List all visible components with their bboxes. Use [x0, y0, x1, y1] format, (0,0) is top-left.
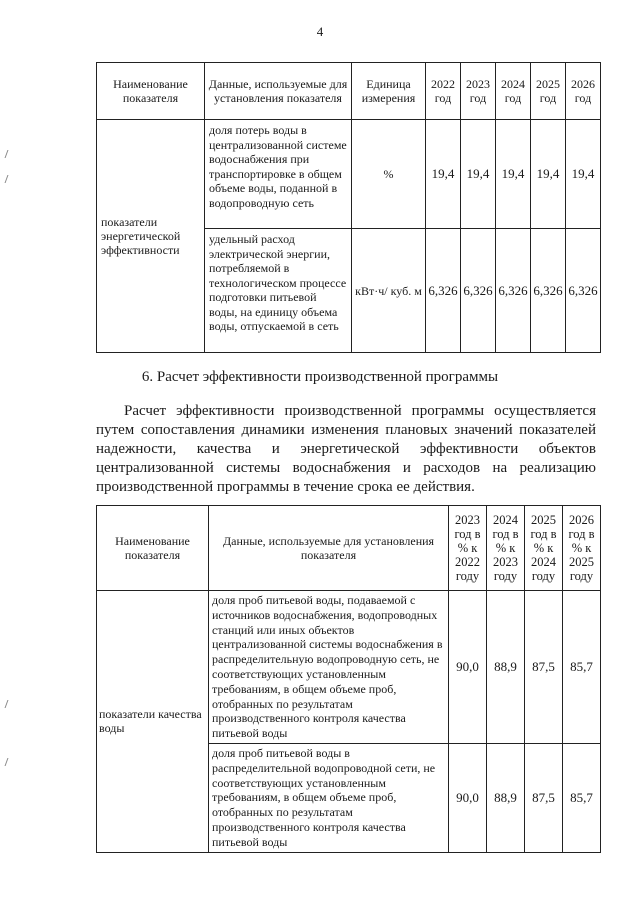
value-cell: 90,0	[449, 591, 487, 744]
margin-mark	[5, 175, 13, 183]
value-cell: 19,4	[496, 120, 531, 229]
margin-mark	[5, 758, 13, 766]
header-year: 2022 год	[426, 63, 461, 120]
header-indicator-name: Наименование показателя	[97, 506, 209, 591]
header-year-ratio: 2023 год в % к 2022 году	[449, 506, 487, 591]
table-header-row	[97, 63, 601, 120]
header-data-used: Данные, используемые для установления показателя	[205, 63, 352, 120]
body-paragraph: Расчет эффективности производственной программы осуществляется путем сопоставления динамики изменения плановых значений показателей надежности, качества и энергетической эффективности объектов централизованной системы водоснабжения и расходов на реализацию производственной программы в течение срока ее действия.	[96, 403, 596, 495]
indicator-group-name: показатели качества воды	[97, 591, 209, 853]
header-year: 2025 год	[531, 63, 566, 120]
energy-efficiency-table	[96, 62, 601, 353]
value-cell: 6,326	[531, 229, 566, 353]
value-cell: 6,326	[426, 229, 461, 353]
margin-mark	[5, 150, 13, 158]
header-unit: Единица измерения	[352, 63, 426, 120]
indicator-description: доля проб питьевой воды, подаваемой с источников водоснабжения, водопроводных станций или иных объектов централизованной системы водоснабжения в распределительную водопроводную сеть, не соответствующих установленным требованиям, в общем объеме проб, отобранных по результатам производственного контроля качества питьевой воды	[209, 591, 449, 744]
value-cell: 6,326	[566, 229, 601, 353]
value-cell: 19,4	[461, 120, 496, 229]
water-quality-table	[96, 505, 601, 853]
value-cell: 87,5	[525, 743, 563, 852]
table-header-row	[97, 506, 601, 591]
table-row	[97, 120, 601, 229]
value-cell: 87,5	[525, 591, 563, 744]
indicator-description: доля проб питьевой воды в распределительной водопроводной сети, не соответствующих установленным требованиям, в общем объеме проб, отобранных по результатам производственного контроля качества питьевой воды	[209, 743, 449, 852]
value-cell: 88,9	[487, 591, 525, 744]
margin-mark	[5, 700, 13, 708]
value-cell: 6,326	[461, 229, 496, 353]
indicator-description: удельный расход электрической энергии, потребляемой в технологическом процессе подготовки питьевой воды, на единицу объема воды, отпускаемой в сеть	[205, 229, 352, 353]
header-year-ratio: 2024 год в % к 2023 году	[487, 506, 525, 591]
value-cell: 85,7	[563, 591, 601, 744]
value-cell: 19,4	[566, 120, 601, 229]
table-row	[97, 591, 601, 744]
value-cell: 90,0	[449, 743, 487, 852]
value-cell: 19,4	[426, 120, 461, 229]
unit-cell: %	[352, 120, 426, 229]
header-data-used: Данные, используемые для установления показателя	[209, 506, 449, 591]
section-title: 6. Расчет эффективности производственной программы	[141, 369, 499, 385]
header-year-ratio: 2025 год в % к 2024 году	[525, 506, 563, 591]
header-year-ratio: 2026 год в % к 2025 году	[563, 506, 601, 591]
header-year: 2023 год	[461, 63, 496, 120]
header-indicator-name: Наименование показателя	[97, 63, 205, 120]
indicator-group-name: показатели энергетической эффективности	[97, 120, 205, 353]
header-year: 2024 год	[496, 63, 531, 120]
header-year: 2026 год	[566, 63, 601, 120]
unit-cell: кВт·ч/ куб. м	[352, 229, 426, 353]
indicator-description: доля потерь воды в централизованной системе водоснабжения при транспортировке в общем объеме воды, поданной в водопроводную сеть	[205, 120, 352, 229]
value-cell: 85,7	[563, 743, 601, 852]
page-number: 4	[316, 24, 324, 39]
value-cell: 19,4	[531, 120, 566, 229]
value-cell: 88,9	[487, 743, 525, 852]
value-cell: 6,326	[496, 229, 531, 353]
